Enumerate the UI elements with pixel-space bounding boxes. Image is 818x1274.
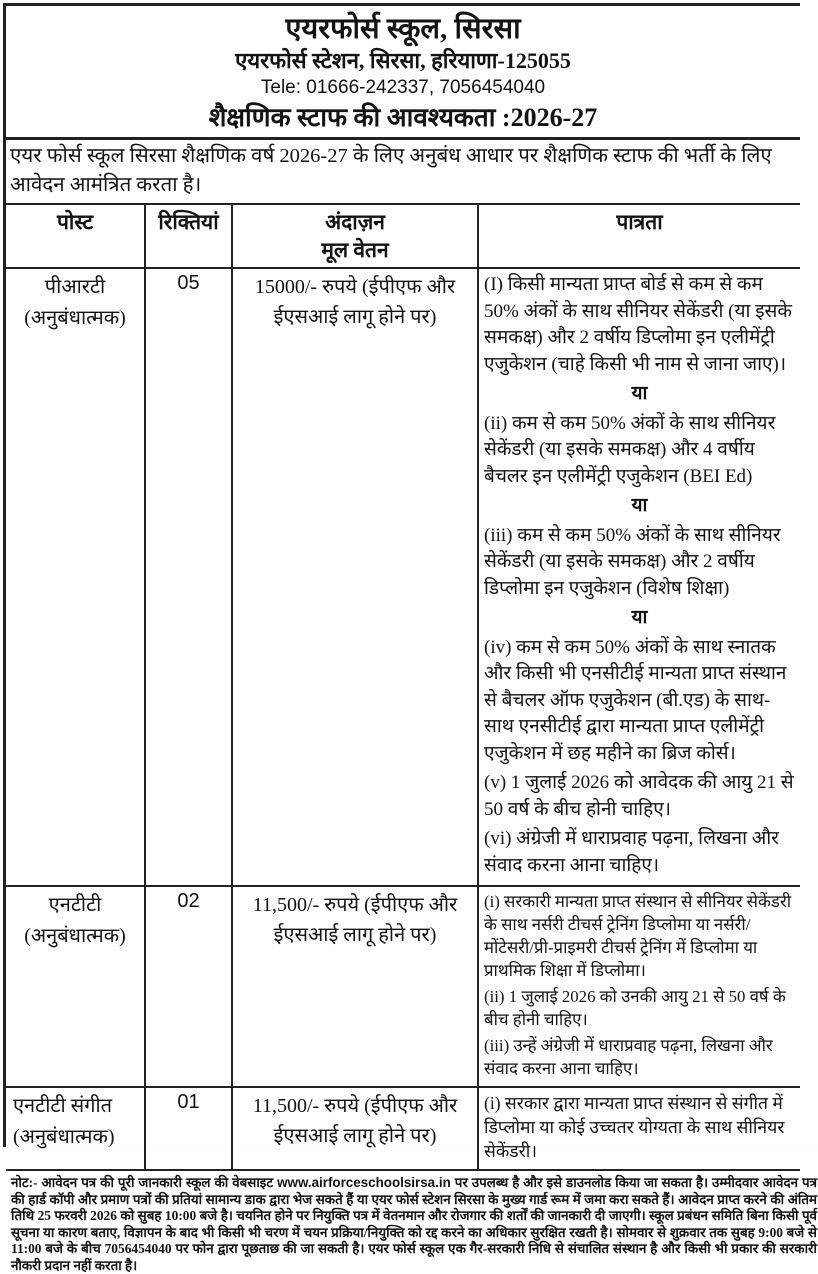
page-border-frame [3,3,817,1273]
eligibility-item: (i) सरकारी मान्यता प्राप्त संस्थान से सीनियर सेकेंडरी के साथ नर्सरी टीचर्स ट्रेनिंग डिप्लोमा या नर्सरी/मोंटेसरी/प्री-प्राइमरी टीचर्स ट्रेनिंग में डिप्लोमा या प्राथमिक शिक्षा में डिप्लोमा। [484,892,792,980]
col-header-eligibility: पात्रता [478,204,800,268]
post-type: (अनुबंधात्मक) [24,925,126,947]
post-type: (अनुबंधात्मक) [13,1126,115,1148]
or-separator: या [631,495,648,516]
col-header-salary-line2: मूल वेतन [321,238,389,262]
col-header-vacancies: रिक्तियां [145,204,232,268]
school-phone: Tele: 01666-242337, 7056454040 [260,77,546,98]
post-cell-ntt-music [6,1087,145,1170]
footnote-prefix: नोट:- आवेदन पत्र की पूरी जानकारी स्कूल की वेबसाइट [11,1175,278,1190]
eligibility-item: (iv) कम से कम 50% अंकों के साथ स्नातक और किसी भी एनसीटीई मान्यता प्राप्त संस्थान से बैचलर ऑफ एजुकेशन (बी.एड) के साथ-साथ एनसीटीई द्वारा मान्यता प्राप्त एलीमेंट्री एजुकेशन में छह महीने का ब्रिज कोर्स। [484,636,787,764]
eligibility-item: (I) किसी मान्यता प्राप्त बोर्ड से कम से कम 50% अंकों के साथ सीनियर सेकेंडरी (या इसके समकक्ष) और 2 वर्षीय डिप्लोमा इन एलीमेंट्री एजुकेशन (चाहे किसी भी नाम से जाना जाए)। [484,274,792,375]
footnote [6,1171,818,1274]
post-name: पीआरटी [44,276,106,298]
eligibility-item: (iii) उन्हें अंग्रेजी में धाराप्रवाह पढ़ना, लिखना और संवाद करना आना चाहिए। [484,1036,773,1078]
or-separator: या [631,383,648,404]
post-type: (अनुबंधात्मक) [24,307,126,329]
letterhead [6,6,800,134]
school-name: एयरफोर्स स्कूल, सिरसा [285,13,521,45]
vacancy-table [6,203,800,1171]
intro-paragraph: एयर फोर्स स्कूल सिरसा शैक्षणिक वर्ष 2026-27 के लिए अनुबंध आधार पर शैक्षणिक स्टाफ की भर्ती के लिए आवेदन आमंत्रित करता है। [10,145,772,196]
post-cell-ntt [6,886,145,1087]
footnote-body: पर उपलब्ध है और इसे डाउनलोड किया जा सकता है। उम्मीदवार आवेदन पत्र की हार्ड कॉपी और प्रमाण पत्रों की प्रतियां सामान्य डाक द्वारा भेज सकते हैं या एयर फोर्स स्टेशन सिरसा के मुख्य गार्ड रूम में जमा करा सकते हैं। आवेदन प्राप्त करने की अंतिम तिथि 25 फरवरी 2026 को सुबह 10:00 बजे है। चयनित होने पर नियुक्ति पत्र में वेतनमान और रोजगार की शर्तों की जानकारी दी जाएगी। स्कूल प्रबंधन समिति बिना किसी पूर्व सूचना या कारण बताए, विज्ञापन के बाद भी किसी भी चरण में चयन प्रक्रिया/नियुक्ति को रद्द करने का अधिकार सुरक्षित रखती है। सोमवार से शुक्रवार तक सुबह 9:00 बजे से 11:00 बजे के बीच 7056454040 पर फोन द्वारा पूछताछ की जा सकती है। एयर फोर्स स्कूल एक गैर-सरकारी निधि से संचालित संस्थान है और किसी भी प्रकार की सरकारी नौकरी प्रदान नहीं करता है। [11,1175,817,1273]
eligibility-prt [478,268,800,886]
salary-ntt-music: 11,500/- रुपये (ईपीएफ और ईएसआई लागू होने पर) [232,1087,478,1170]
eligibility-ntt [478,886,800,1087]
eligibility-ntt-music [478,1087,800,1170]
website-url: www.airforceschoolsirsa.in [277,1175,451,1190]
eligibility-item: (ii) 1 जुलाई 2026 को उनकी आयु 21 से 50 वर्ष के बीच होनी चाहिए। [484,987,786,1029]
eligibility-item: (v) 1 जुलाई 2026 को आवेदक की आयु 21 से 50 वर्ष के बीच होनी चाहिए। [484,772,794,820]
eligibility-item: (i) सरकार द्वारा मान्यता प्राप्त संस्थान से संगीत में डिप्लोमा या कोई उच्चतर योग्यता के साथ सीनियर सेकेंडरी। [484,1093,785,1161]
col-header-salary [232,204,478,268]
school-address: एयरफोर्स स्टेशन, सिरसा, हरियाणा-125055 [235,48,571,73]
or-separator: या [631,607,648,628]
col-header-salary-line1: अंदाज़न [325,210,385,234]
salary-prt: 15000/- रुपये (ईपीएफ और ईएसआई लागू होने पर) [232,268,478,886]
notice-title: शैक्षणिक स्टाफ की आवश्यकता :2026-27 [208,103,598,132]
eligibility-item: (ii) कम से कम 50% अंकों के साथ सीनियर सेकेंडरी (या इसके समकक्ष) और 4 वर्षीय बैचलर इन एलीमेंट्री एजुकेशन (BEI Ed) [484,412,776,487]
col-header-post: पोस्ट [6,204,145,268]
vacancy-count-prt: 05 [145,268,232,886]
salary-ntt: 11,500/- रुपये (ईपीएफ और ईएसआई लागू होने पर) [232,886,478,1087]
table-row [6,886,800,1087]
post-name: एनटीटी संगीत [13,1095,113,1117]
post-cell-prt [6,268,145,886]
table-row [6,268,800,886]
post-name: एनटीटी [48,894,102,916]
eligibility-item: (iii) कम से कम 50% अंकों के साथ सीनियर सेकेंडरी (या इसके समकक्ष) और 2 वर्षीय डिप्लोमा इन एजुकेशन (विशेष शिक्षा) [484,524,781,599]
table-header-row [6,204,800,268]
vacancy-count-ntt: 02 [145,886,232,1087]
table-row [6,1087,800,1170]
vacancy-count-ntt-music: 01 [145,1087,232,1170]
eligibility-item: (vi) अंग्रेजी में धाराप्रवाह पढ़ना, लिखना और संवाद करना आना चाहिए। [484,828,779,876]
